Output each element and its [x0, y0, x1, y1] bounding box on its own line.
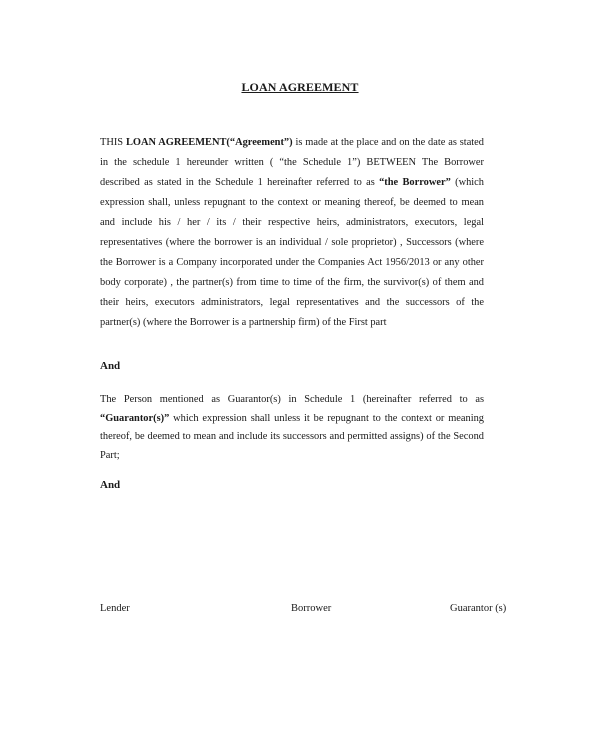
document-title: LOAN AGREEMENT: [241, 80, 359, 94]
agreement-term-bold: LOAN AGREEMENT(“Agreement”): [125, 137, 293, 148]
signature-lender-label: Lender: [100, 603, 130, 614]
signature-guarantor-label: Guarantor (s): [450, 603, 507, 614]
guarantor-intro-text: The Person mentioned as Guarantor(s) in Schedule 1 (hereinafter referred to as: [100, 394, 484, 405]
guarantor-term-bold: “Guarantor(s)”: [100, 412, 170, 424]
guarantor-paragraph: [100, 391, 484, 465]
conjunction-and-1: And: [100, 360, 121, 372]
borrower-definition-text: (which expression shall, unless repugnant to the context or meaning thereof, be deemed to mean and include his / her / its / their respective heirs, administrators, executors, legal representatives (where the borrower is an individual / sole proprietor) , Successors (where the Borrower is a Company incorporated under the Companies Act 1956/2013 or any other body corporate) , the partner(s) from time to time of the firm, the survivor(s) of them and their heirs, executors administrators, legal representatives and the successors of the partner(s) (where the Borrower is a partnership firm) of the First part: [100, 177, 484, 328]
borrower-term-bold: “the Borrower”: [379, 177, 451, 188]
agreement-intro-paragraph: [100, 133, 484, 333]
signature-borrower-label: Borrower: [291, 603, 332, 614]
intro-body-text: is made at the place and on the date as stated in the schedule 1 hereunder written ( “the Schedule 1”) BETWEEN The Borrower described as stated in the Schedule 1 hereinafter referred to as: [100, 137, 484, 188]
guarantor-definition-text: which expression shall unless it be repugnant to the context or meaning thereof, be deemed to mean and include its successors and permitted assigns) of the Second Part;: [100, 412, 484, 461]
intro-text: THIS: [100, 137, 126, 148]
conjunction-and-2: And: [100, 479, 121, 491]
